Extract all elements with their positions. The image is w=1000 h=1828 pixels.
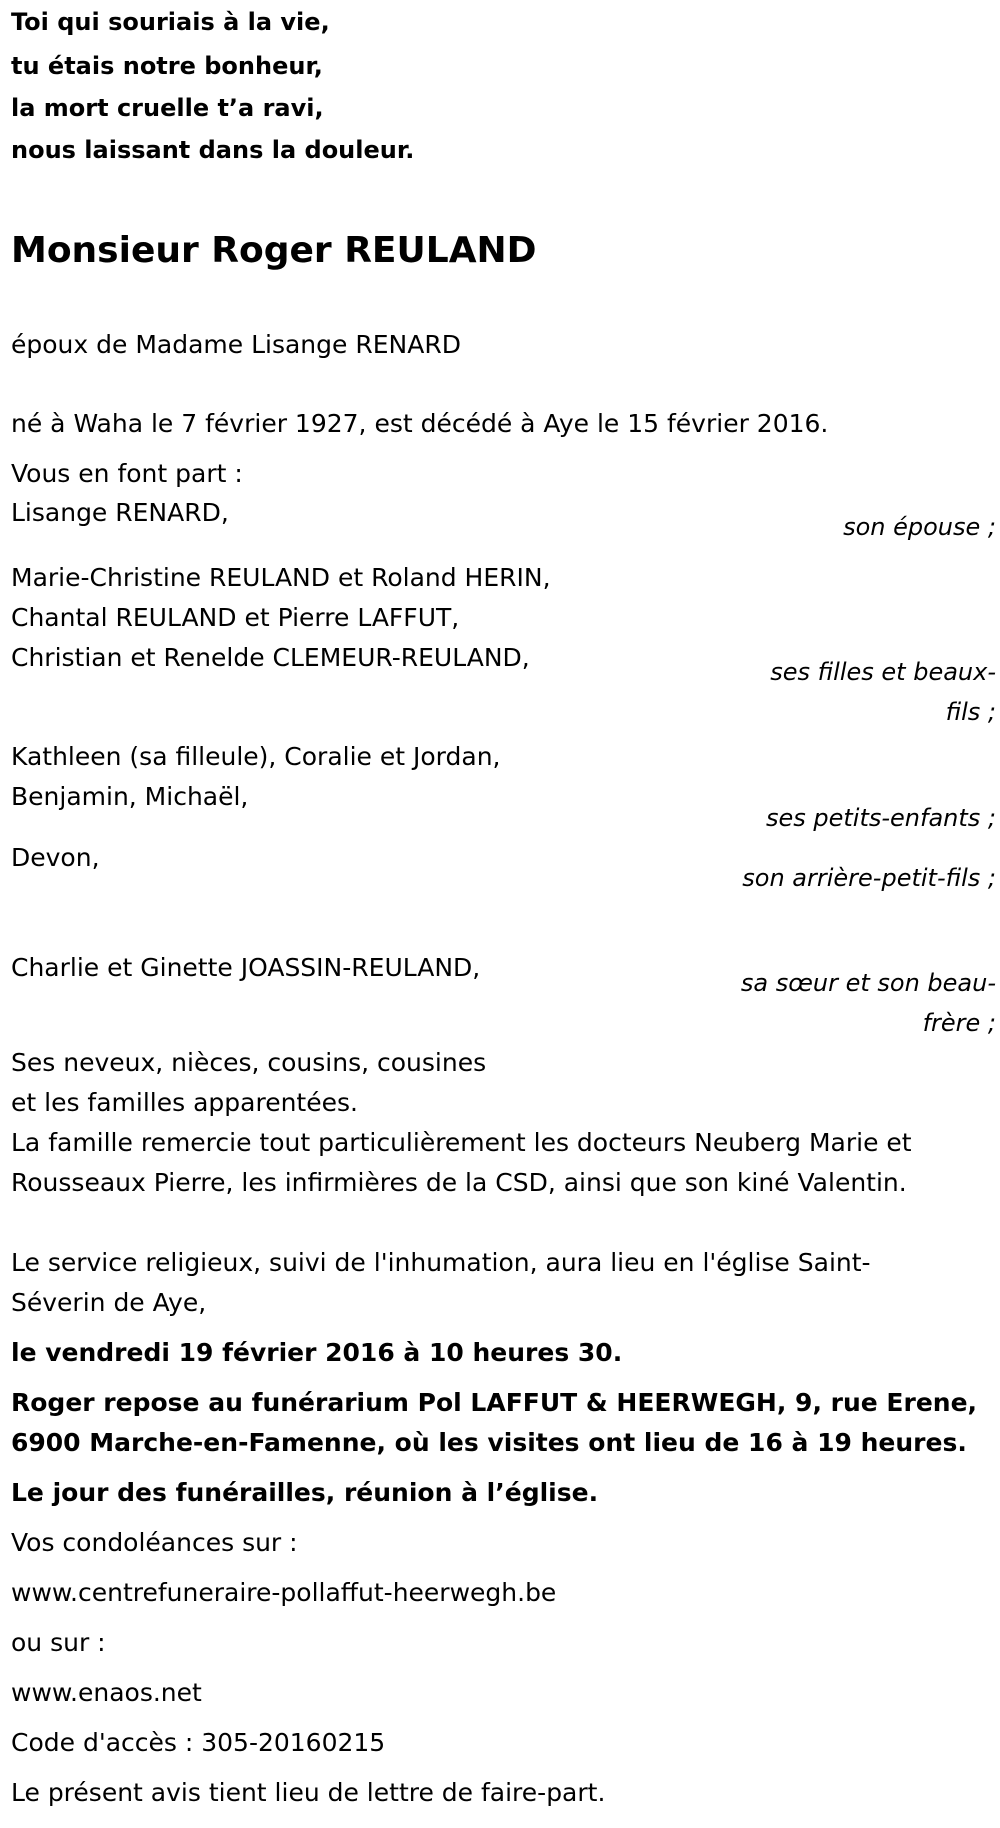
access-code: Code d'accès : 305-20160215 [11,1728,386,1757]
footer-note: Le présent avis tient lieu de lettre de faire-part. [11,1778,606,1807]
family-name: Kathleen (sa filleule), Coralie et Jordan, [11,742,501,771]
relatives-line: et les familles apparentées. [11,1088,358,1117]
family-relation: sa sœur et son beau-frère ; [740,969,996,1037]
service-line: Le service religieux, suivi de l'inhumation, aura lieu en l'église Saint- [11,1248,871,1277]
announce-intro: Vous en font part : [11,459,243,488]
relatives-line: Ses neveux, nièces, cousins, cousines [11,1048,487,1077]
thanks-line: Rousseaux Pierre, les infirmières de la CSD, ainsi que son kiné Valentin. [11,1168,907,1197]
poem-line-3: la mort cruelle t’a ravi, [11,94,324,122]
birth-death-line: né à Waha le 7 février 1927, est décédé à Aye le 15 février 2016. [11,409,829,438]
spouse-line: époux de Madame Lisange RENARD [11,330,461,359]
family-name: Benjamin, Michaël, [11,782,249,811]
condolences-or: ou sur : [11,1628,106,1657]
family-name: Christian et Renelde CLEMEUR-REULAND, [11,643,530,672]
family-relation: ses petits-enfants ; [765,804,996,832]
poem-line-1: Toi qui souriais à la vie, [11,8,330,36]
family-relation: ses filles et beaux-fils ; [770,658,996,726]
funeral-home-line: Roger repose au funérarium Pol LAFFUT & HEERWEGH, 9, rue Erene, [11,1388,978,1417]
condolences-url-2[interactable]: www.enaos.net [11,1678,202,1707]
family-name: Devon, [11,843,100,872]
family-name: Charlie et Ginette JOASSIN-REULAND, [11,953,481,982]
family-relation: son épouse ; [843,513,996,541]
family-relation: son arrière-petit-fils ; [742,864,996,892]
family-name: Chantal REULAND et Pierre LAFFUT, [11,603,460,632]
service-date: le vendredi 19 février 2016 à 10 heures 30. [11,1338,623,1367]
thanks-line: La famille remercie tout particulièrement les docteurs Neuberg Marie et [11,1128,912,1157]
family-name: Lisange RENARD, [11,498,229,527]
family-name: Marie-Christine REULAND et Roland HERIN, [11,563,551,592]
funeral-home-line: 6900 Marche-en-Famenne, où les visites ont lieu de 16 à 19 heures. [11,1428,967,1457]
poem-line-4: nous laissant dans la douleur. [11,136,415,164]
condolences-intro: Vos condoléances sur : [11,1528,298,1557]
condolences-url-1[interactable]: www.centrefuneraire-pollaffut-heerwegh.be [11,1578,557,1607]
poem-line-2: tu étais notre bonheur, [11,52,323,80]
funeral-day: Le jour des funérailles, réunion à l’église. [11,1478,599,1507]
deceased-name: Monsieur Roger REULAND [11,230,537,271]
service-line: Séverin de Aye, [11,1288,207,1317]
